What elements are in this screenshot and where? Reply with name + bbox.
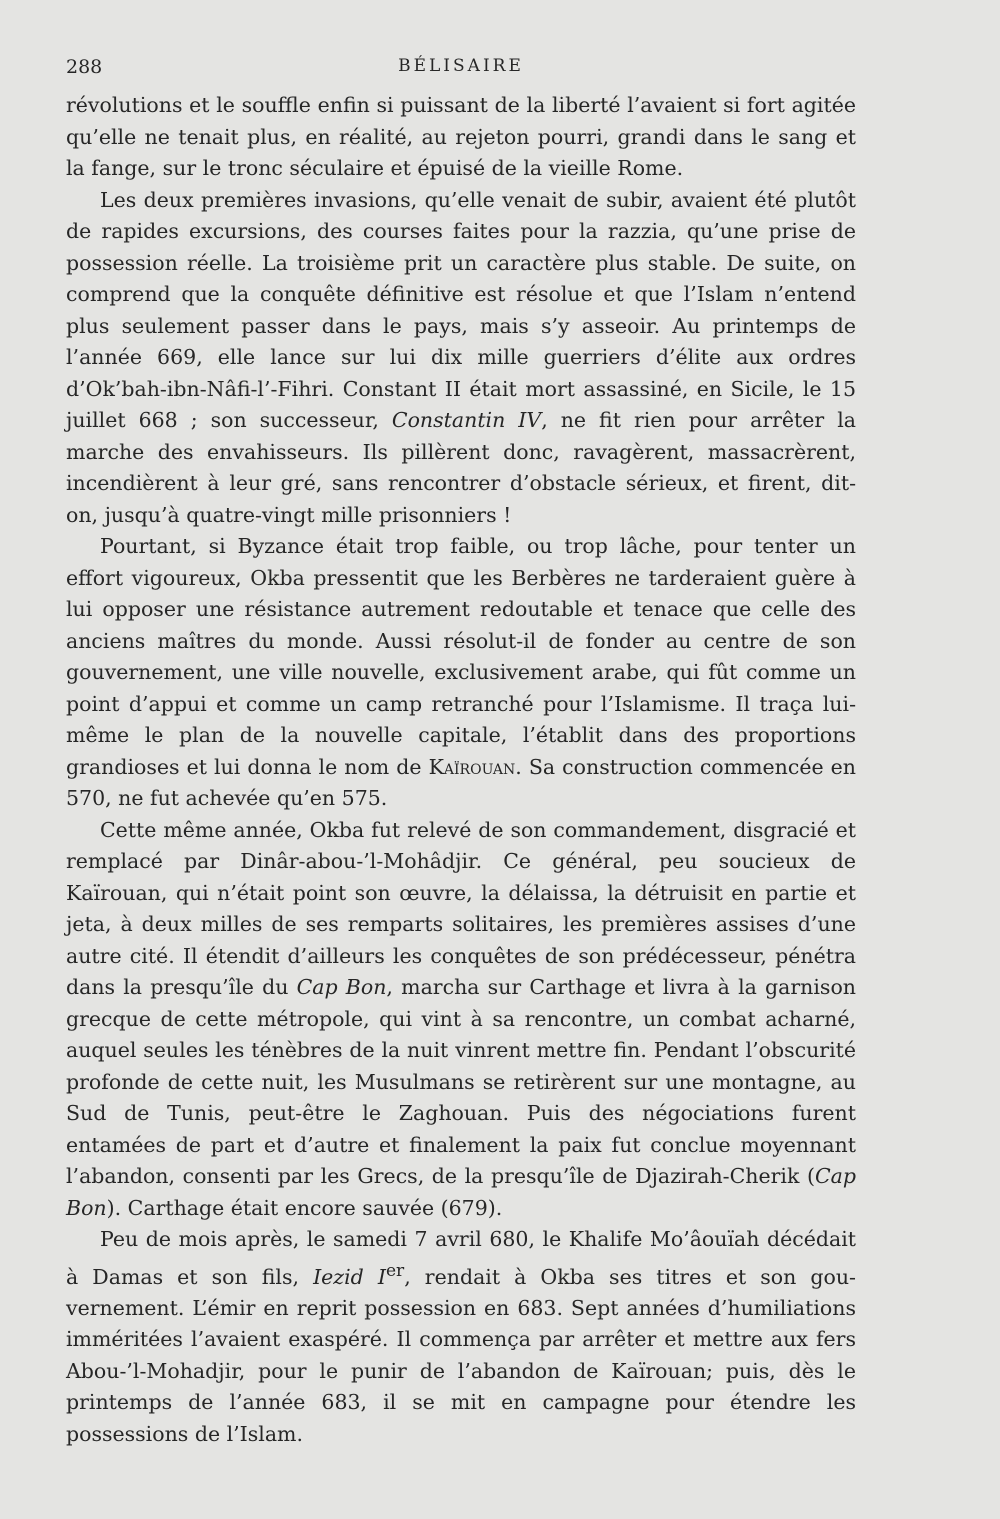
- text-run: Les deux premières invasions, qu’elle venait de subir, avaient été plutôt de rapides excursions, des courses faites pour la razzia, qu’une prise de possession réelle. La troisième prit un caractère plus stable. De suite, on comprend que la conquête définitive est résolue et que l’Islam n’entend plus seulement passer dans le pays, mais s’y asseoir. Au printemps de l’année 669, elle lance sur lui dix mille guerriers d’élite aux ordres d’Ok’bah-ibn-Nâfi-l’-Fihri. Constant II était mort assassiné, en Sicile, le 15 juillet 668 ; son successeur,: [66, 187, 856, 432]
- italic-text: I: [377, 1264, 386, 1289]
- text-run: [364, 1264, 378, 1288]
- text-run: , ne fit rien pour arrêter la marche des envahisseurs. Ils pillèrent donc, ravagèrent, massacrèrent, incendièrent à leur gré, sans rencontrer d’obstacle sérieux, et firent, dit-on, jusqu’à quatre-vingt mille prisonniers !: [66, 408, 856, 527]
- paragraph: [66, 815, 856, 1225]
- paragraph: [66, 90, 856, 185]
- body-text: [66, 90, 856, 1450]
- page-number: 288: [66, 56, 103, 78]
- book-page: [66, 56, 856, 1450]
- italic-text: Iezid: [313, 1264, 364, 1289]
- text-run: révolutions et le souffle enfin si puissant de la liberté l’avaient si fort agitée qu’elle ne tenait plus, en réalité, au rejeton pourri, grandi dans le sang et la fange, sur le tronc séculaire et épuisé de la vieille Rome.: [66, 93, 856, 180]
- smallcaps-text: Kaïrouan: [428, 754, 516, 779]
- text-run: Cette même année, Okba fut relevé de son commandement, disgracié et remplacé par Dinâr-abou-’l-Mohâdjir. Ce général, peu soucieux de Kaïrouan, qui n’était point son œuvre, la délaissa, la détruisit en partie et jeta, à deux milles de ses remparts solitaires, les premières assises d’une autre cité. Il étendit d’ailleurs les conquêtes de son prédécesseur, pénétra dans la presqu’île du: [66, 817, 856, 999]
- running-head: [66, 56, 856, 90]
- text-run: , rendait à Okba ses titres et son gouvernement. L’émir en reprit possession en 683. Sept années d’humiliations imméritées l’avaient exaspéré. Il commença par arrêter et mettre aux fers Abou-’l-Mohadjir, pour le punir de l’abandon de Kaïrouan; puis, dès le printemps de l’année 683, il se mit en campagne pour étendre les possessions de l’Islam.: [66, 1264, 856, 1446]
- text-run: . Sa construction commencée en 570, ne fut achevée qu’en 575.: [66, 754, 856, 810]
- italic-text: Constantin IV: [391, 408, 542, 432]
- italic-text: Cap Bon: [66, 1164, 856, 1220]
- text-run: ). Carthage était encore sauvée (679).: [106, 1195, 503, 1220]
- text-run: Pourtant, si Byzance était trop faible, ou trop lâche, pour tenter un effort vigoureux, Okba pressentit que les Berbères ne tarderaient guère à lui opposer une résistance autrement redoutable et tenace que celle des anciens maîtres du monde. Aussi résolut-il de fonder au centre de son gouvernement, une ville nouvelle, exclusivement arabe, qui fût comme un point d’appui et comme un camp retranché pour l’Islamisme. Il traça lui-même le plan de la nouvelle capitale, l’établit dans des proportions grandioses et lui donna le nom de: [66, 534, 856, 779]
- paragraph: [66, 531, 856, 815]
- paragraph: [66, 1224, 856, 1450]
- text-run: Peu de mois après, le samedi 7 avril 680, le Khalife Mo’âouïah décédait à Damas et son fils,: [66, 1227, 856, 1289]
- superscript-text: er: [385, 1260, 405, 1281]
- italic-text: Cap Bon: [296, 975, 387, 999]
- running-title: BÉLISAIRE: [398, 56, 524, 76]
- text-run: , marcha sur Carthage et livra à la garnison grecque de cette métropole, qui vint à sa rencontre, un combat acharné, auquel seules les ténèbres de la nuit vinrent mettre fin. Pendant l’obscurité profonde de cette nuit, les Musulmans se retirèrent sur une montagne, au Sud de Tunis, peut-être le Zaghouan. Puis des négociations furent entamées de part et d’autre et finalement la paix fut conclue moyennant l’abandon, consenti par les Grecs, de la presqu’île de Djazirah-Cherik (: [66, 975, 857, 1188]
- paragraph: [66, 185, 856, 532]
